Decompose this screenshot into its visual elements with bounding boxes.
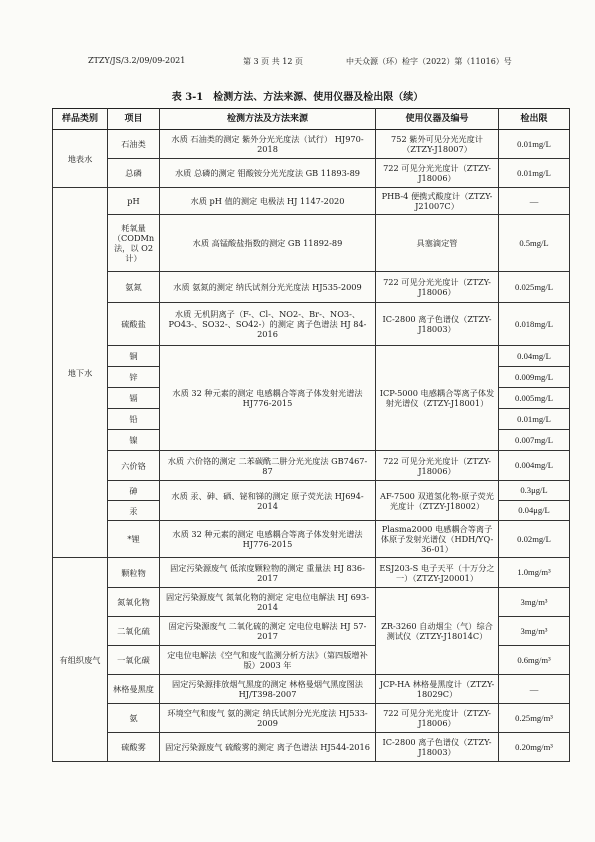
instrument-cell: PHB-4 便携式酸度计（ZTZY-J21007C） xyxy=(376,188,499,215)
limit-cell: 0.6mg/m³ xyxy=(499,646,570,675)
instrument-cell: IC-2800 离子色谱仪（ZTZY-J18003） xyxy=(376,733,499,762)
instrument-cell: 722 可见分光光度计（ZTZY-J18006） xyxy=(376,451,499,481)
table-row xyxy=(53,733,570,762)
instrument-cell: 722 可见分光光度计（ZTZY-J18006） xyxy=(376,704,499,733)
method-cell: 环境空气和废气 氨的测定 纳氏试剂分光光度法 HJ533-2009 xyxy=(160,704,376,733)
limit-cell: 0.01mg/L xyxy=(499,159,570,188)
limit-cell: 0.5mg/L xyxy=(499,215,570,272)
item-cell: 铜 xyxy=(108,346,160,367)
limit-cell: 0.005mg/L xyxy=(499,388,570,409)
method-cell: 水质 总磷的测定 钼酸铵分光光度法 GB 11893-89 xyxy=(160,159,376,188)
item-cell: 六价铬 xyxy=(108,451,160,481)
item-cell: 林格曼黑度 xyxy=(108,675,160,704)
limit-cell: 3mg/m³ xyxy=(499,617,570,646)
method-cell: 固定污染源废气 二氧化硫的测定 定电位电解法 HJ 57-2017 xyxy=(160,617,376,646)
method-cell: 水质 汞、砷、硒、铋和锑的测定 原子荧光法 HJ694-2014 xyxy=(160,481,376,521)
item-cell: 镍 xyxy=(108,430,160,451)
item-cell: 石油类 xyxy=(108,130,160,159)
table-row xyxy=(53,521,570,558)
method-cell: 水质 32 种元素的测定 电感耦合等离子体发射光谱法 HJ776-2015 xyxy=(160,346,376,451)
item-cell: 锌 xyxy=(108,367,160,388)
limit-cell: — xyxy=(499,188,570,215)
item-cell: 总磷 xyxy=(108,159,160,188)
item-cell: 颗粒物 xyxy=(108,558,160,588)
table-title-text: 检测方法、方法来源、使用仪器及检出限（续） xyxy=(213,92,424,103)
table-header-row xyxy=(53,109,570,130)
table-row xyxy=(53,451,570,481)
table-row xyxy=(53,159,570,188)
item-cell: 一氧化碳 xyxy=(108,646,160,675)
instrument-cell: IC-2800 离子色谱仪（ZTZY-J18003） xyxy=(376,303,499,346)
method-cell: 水质 氨氮的测定 纳氏试剂分光光度法 HJ535-2009 xyxy=(160,272,376,303)
table-row xyxy=(53,704,570,733)
col-header-category: 样品类别 xyxy=(53,109,108,130)
limit-cell: 0.007mg/L xyxy=(499,430,570,451)
limit-cell: 1.0mg/m³ xyxy=(499,558,570,588)
table-row xyxy=(53,188,570,215)
method-cell: 水质 pH 值的测定 电极法 HJ 1147-2020 xyxy=(160,188,376,215)
instrument-cell: ESJ203-S 电子天平（十万分之一）（ZTZY-J20001） xyxy=(376,558,499,588)
report-number: 中天众源（环）检字（2022）第（11016）号 xyxy=(346,57,512,66)
limit-cell: — xyxy=(499,675,570,704)
limit-cell: 0.018mg/L xyxy=(499,303,570,346)
method-cell: 固定污染源废气 硫酸雾的测定 离子色谱法 HJ544-2016 xyxy=(160,733,376,762)
item-cell: 镉 xyxy=(108,388,160,409)
instrument-cell: AF-7500 双道氢化物-原子荧光光度计（ZTZY-J18002） xyxy=(376,481,499,521)
instrument-cell: 722 可见分光光度计（ZTZY-J18006） xyxy=(376,272,499,303)
table-row xyxy=(53,215,570,272)
instrument-cell: ZR-3260 自动烟尘（气）综合测试仪（ZTZY-J18014C） xyxy=(376,588,499,675)
table-number: 表 3-1 xyxy=(171,92,204,103)
table-row xyxy=(53,303,570,346)
category-cell: 有组织废气 xyxy=(53,558,108,762)
instrument-cell: 752 紫外可见分光光度计（ZTZY-J18007） xyxy=(376,130,499,159)
instrument-cell: JCP-HA 林格曼黑度计（ZTZY-18029C） xyxy=(376,675,499,704)
doc-code: ZTZY/JS/3.2/09/09-2021 xyxy=(88,56,186,65)
table-row xyxy=(53,272,570,303)
limit-cell: 0.01mg/L xyxy=(499,130,570,159)
col-header-limit: 检出限 xyxy=(499,109,570,130)
item-cell: 铅 xyxy=(108,409,160,430)
method-cell: 固定污染源废气 氮氧化物的测定 定电位电解法 HJ 693-2014 xyxy=(160,588,376,617)
limit-cell: 0.20mg/m³ xyxy=(499,733,570,762)
limit-cell: 3mg/m³ xyxy=(499,588,570,617)
limit-cell: 0.01mg/L xyxy=(499,409,570,430)
method-cell: 固定污染源排放烟气黑度的测定 林格曼烟气黑度图法 HJ/T398-2007 xyxy=(160,675,376,704)
table-row xyxy=(53,346,570,367)
limit-cell: 0.004mg/L xyxy=(499,451,570,481)
limit-cell: 0.009mg/L xyxy=(499,367,570,388)
instrument-cell: ICP-5000 电感耦合等离子体发射光谱仪（ZTZY-J18001） xyxy=(376,346,499,451)
col-header-instrument: 使用仪器及编号 xyxy=(376,109,499,130)
col-header-method: 检测方法及方法来源 xyxy=(160,109,376,130)
method-cell: 水质 高锰酸盐指数的测定 GB 11892-89 xyxy=(160,215,376,272)
method-cell: 水质 六价铬的测定 二苯碳酰二肼分光光度法 GB7467-87 xyxy=(160,451,376,481)
method-cell: 水质 32 种元素的测定 电感耦合等离子体发射光谱法 HJ776-2015 xyxy=(160,521,376,558)
page-header xyxy=(0,56,595,70)
item-cell: 氨 xyxy=(108,704,160,733)
method-cell: 水质 无机阴离子（F-、Cl-、NO2-、Br-、NO3-、PO43-、SO32-、SO42-）的测定 离子色谱法 HJ 84-2016 xyxy=(160,303,376,346)
limit-cell: 0.3μg/L xyxy=(499,481,570,501)
instrument-cell: Plasma2000 电感耦合等离子体原子发射光谱仪（HDH/YQ-36-01） xyxy=(376,521,499,558)
item-cell: 氮氧化物 xyxy=(108,588,160,617)
item-cell: 二氧化硫 xyxy=(108,617,160,646)
col-header-item: 项目 xyxy=(108,109,160,130)
limit-cell: 0.04mg/L xyxy=(499,346,570,367)
method-cell: 固定污染源废气 低浓度颗粒物的测定 重量法 HJ 836-2017 xyxy=(160,558,376,588)
category-cell: 地表水 xyxy=(53,130,108,188)
item-cell: 耗氧量（CODMn法，以 O2计） xyxy=(108,215,160,272)
item-cell: 硫酸盐 xyxy=(108,303,160,346)
table-row xyxy=(53,558,570,588)
table-title xyxy=(0,88,595,103)
limit-cell: 0.025mg/L xyxy=(499,272,570,303)
item-cell: 汞 xyxy=(108,501,160,521)
table-row xyxy=(53,481,570,501)
table-row xyxy=(53,588,570,617)
item-cell: 氨氮 xyxy=(108,272,160,303)
item-cell: *锂 xyxy=(108,521,160,558)
limit-cell: 0.04μg/L xyxy=(499,501,570,521)
methods-table xyxy=(52,108,570,762)
instrument-cell: 722 可见分光光度计（ZTZY-J18006） xyxy=(376,159,499,188)
method-cell: 水质 石油类的测定 紫外分光光度法（试行） HJ970-2018 xyxy=(160,130,376,159)
page-number: 第 3 页 共 12 页 xyxy=(243,57,303,66)
limit-cell: 0.02mg/L xyxy=(499,521,570,558)
table-row xyxy=(53,130,570,159)
instrument-cell: 具塞滴定管 xyxy=(376,215,499,272)
table-row xyxy=(53,675,570,704)
category-cell: 地下水 xyxy=(53,188,108,558)
item-cell: 砷 xyxy=(108,481,160,501)
method-cell: 定电位电解法《空气和废气监测分析方法》（第四版增补版）2003 年 xyxy=(160,646,376,675)
limit-cell: 0.25mg/m³ xyxy=(499,704,570,733)
item-cell: 硫酸雾 xyxy=(108,733,160,762)
item-cell: pH xyxy=(108,188,160,215)
